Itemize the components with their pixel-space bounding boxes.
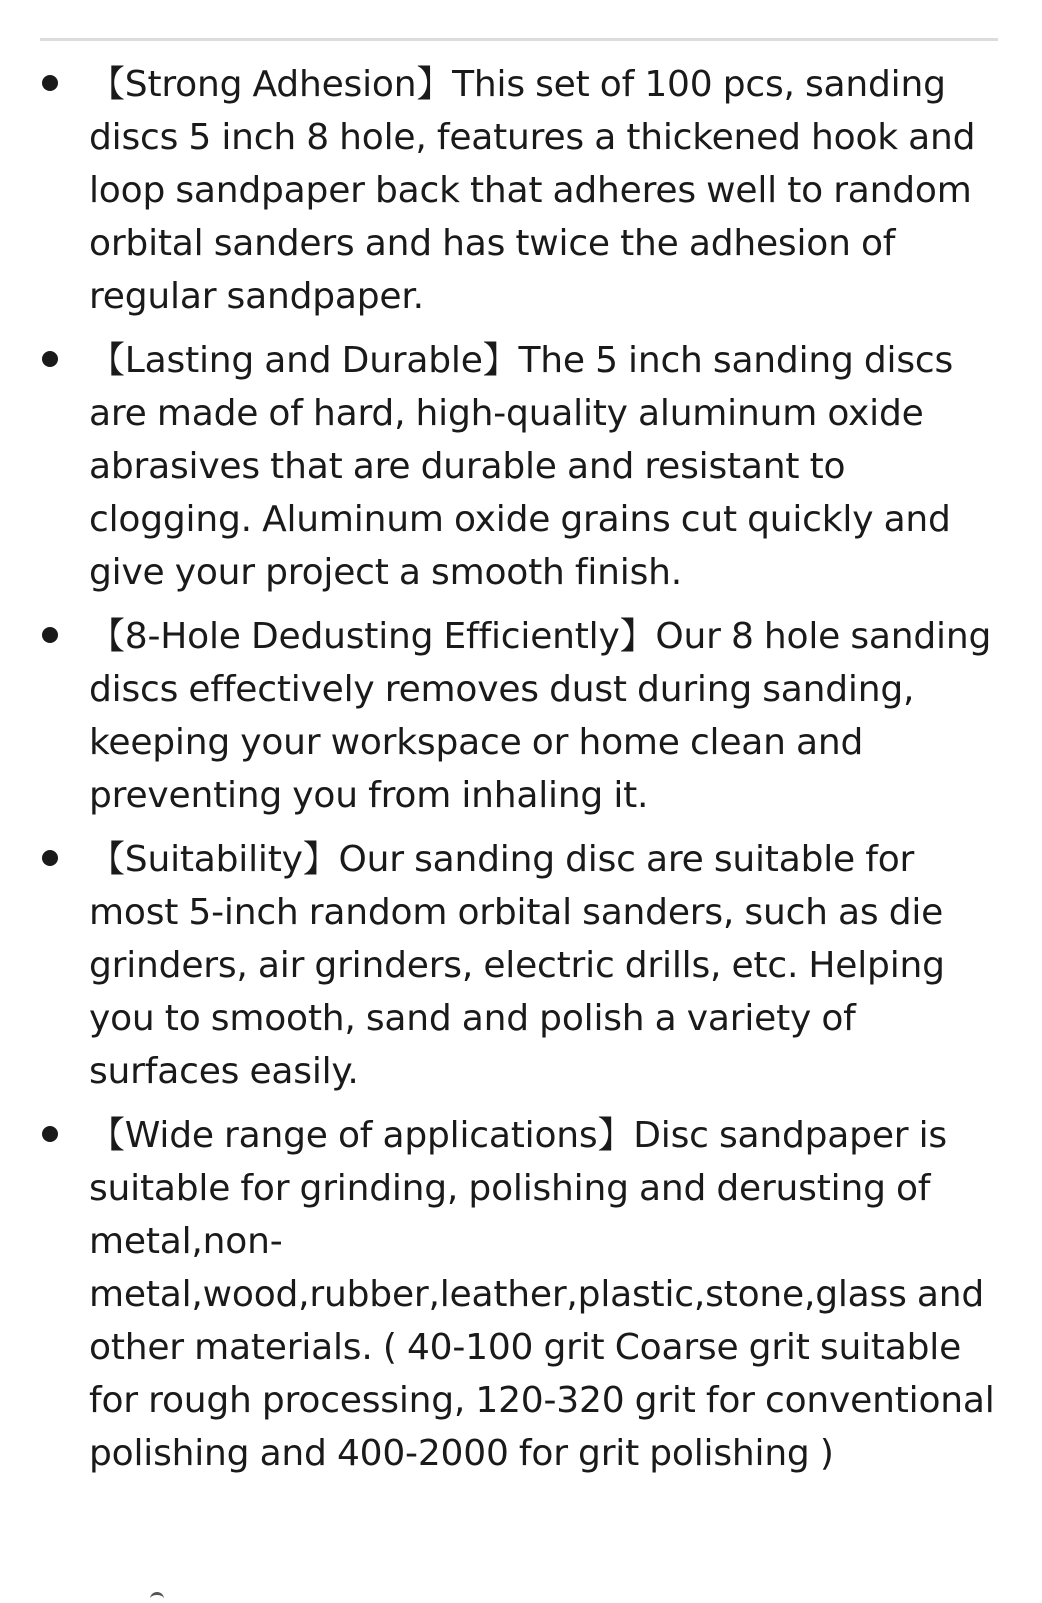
bullet-icon [42,351,58,367]
bullet-icon [42,850,58,866]
feature-list [0,58,1042,1491]
feature-text: 【Lasting and Durable】The 5 inch sanding discs are made of hard, high-quality aluminum oxide abrasives that are durable and resistant to clogging. Aluminum oxide grains cut quickly and give your project a smooth finish. [89,340,954,593]
feature-text: 【8-Hole Dedusting Efficiently】Our 8 hole sanding discs effectively removes dust during sanding, keeping your workspace or home clean and preventing you from inhaling it. [89,616,992,816]
feature-text: 【Suitability】Our sanding disc are suitable for most 5-inch random orbital sanders, such as die grinders, air grinders, electric drills, etc. Helping you to smooth, sand and polish a variety of surfaces easily. [89,839,945,1092]
bullet-icon [42,75,58,91]
feature-item-dedusting [0,610,1042,822]
feature-item-applications [0,1109,1042,1480]
feature-text: 【Wide range of applications】Disc sandpaper is suitable for grinding, polishing and derusting of metal,non-metal,wood,rubber,leather,plastic,stone,glass and other materials. ( 40-100 grit Coarse grit suitable for rough processing, 120-320 grit for conventional polishing and 400-2000 for grit polishing ) [89,1115,995,1474]
feature-item-lasting-durable [0,334,1042,599]
bullet-icon [42,627,58,643]
top-divider [40,38,998,41]
feature-text: 【Strong Adhesion】This set of 100 pcs, sanding discs 5 inch 8 hole, features a thickened hook and loop sandpaper back that adheres well to random orbital sanders and has twice the adhesion of regular sandpaper. [89,64,976,317]
cut-off-text-fragment [150,1592,164,1603]
feature-item-strong-adhesion [0,58,1042,323]
feature-item-suitability [0,833,1042,1098]
bullet-icon [42,1126,58,1142]
